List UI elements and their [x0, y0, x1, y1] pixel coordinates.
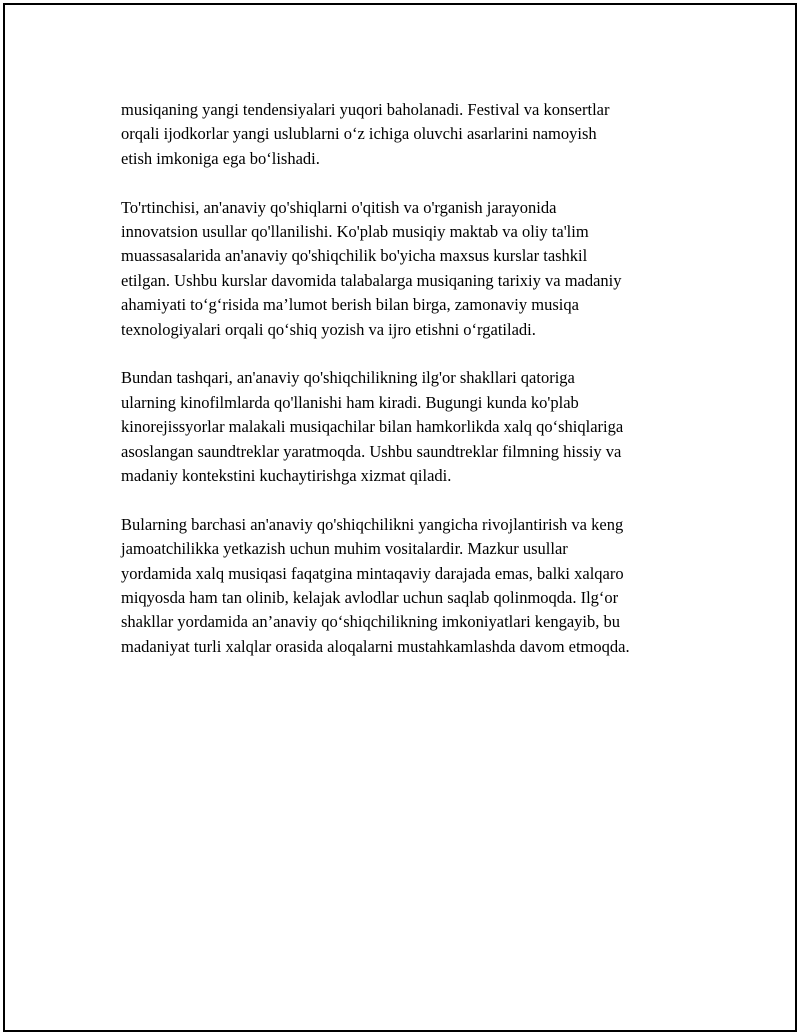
- text-line: madaniyat turli xalqlar orasida aloqalarni mustahkamlashda davom etmoqda.: [121, 636, 630, 656]
- text-line: shakllar yordamida an’anaviy qo‘shiqchilikning imkoniyatlari kengayib, bu: [121, 612, 621, 632]
- text-line: To'rtinchisi, an'anaviy qo'shiqlarni o'qitish va o'rganish jarayonida: [121, 197, 557, 217]
- text-line: Bundan tashqari, an'anaviy qo'shiqchilikning ilg'or shakllari qatoriga: [121, 368, 575, 388]
- paragraph-4: [121, 513, 711, 659]
- text-line: orqali ijodkorlar yangi uslublarni o‘z ichiga oluvchi asarlarini namoyish: [121, 124, 597, 144]
- text-line: etilgan. Ushbu kurslar davomida talabalarga musiqaning tarixiy va madaniy: [121, 270, 622, 290]
- text-line: ularning kinofilmlarda qo'llanishi ham kiradi. Bugungi kunda ko'plab: [121, 392, 579, 412]
- text-line: yordamida xalq musiqasi faqatgina mintaqaviy darajada emas, balki xalqaro: [121, 563, 624, 583]
- paragraph-1: [121, 98, 711, 171]
- text-line: madaniy kontekstini kuchaytirishga xizmat qiladi.: [121, 466, 452, 486]
- paragraph-3: [121, 366, 711, 488]
- page-frame: [3, 3, 797, 1032]
- text-line: etish imkoniga ega bo‘lishadi.: [121, 148, 320, 168]
- text-line: texnologiyalari orqali qo‘shiq yozish va ijro etishni o‘rgatiladi.: [121, 319, 536, 339]
- text-line: ahamiyati to‘g‘risida ma’lumot berish bilan birga, zamonaviy musiqa: [121, 295, 579, 315]
- text-line: kinorejissyorlar malakali musiqachilar bilan hamkorlikda xalq qo‘shiqlariga: [121, 417, 624, 437]
- text-line: asoslangan saundtreklar yaratmoqda. Ushbu saundtreklar filmning hissiy va: [121, 441, 622, 461]
- text-line: innovatsion usullar qo'llanilishi. Ko'plab musiqiy maktab va oliy ta'lim: [121, 222, 589, 242]
- text-line: miqyosda ham tan olinib, kelajak avlodlar uchun saqlab qolinmoqda. Ilg‘or: [121, 588, 619, 608]
- text-line: jamoatchilikka yetkazish uchun muhim vositalardir. Mazkur usullar: [121, 539, 568, 559]
- text-line: Bularning barchasi an'anaviy qo'shiqchilikni yangicha rivojlantirish va keng: [121, 514, 624, 534]
- text-line: muassasalarida an'anaviy qo'shiqchilik bo'yicha maxsus kurslar tashkil: [121, 246, 588, 266]
- text-line: musiqaning yangi tendensiyalari yuqori baholanadi. Festival va konsertlar: [121, 100, 610, 119]
- document-body: [121, 98, 711, 684]
- paragraph-2: [121, 196, 711, 342]
